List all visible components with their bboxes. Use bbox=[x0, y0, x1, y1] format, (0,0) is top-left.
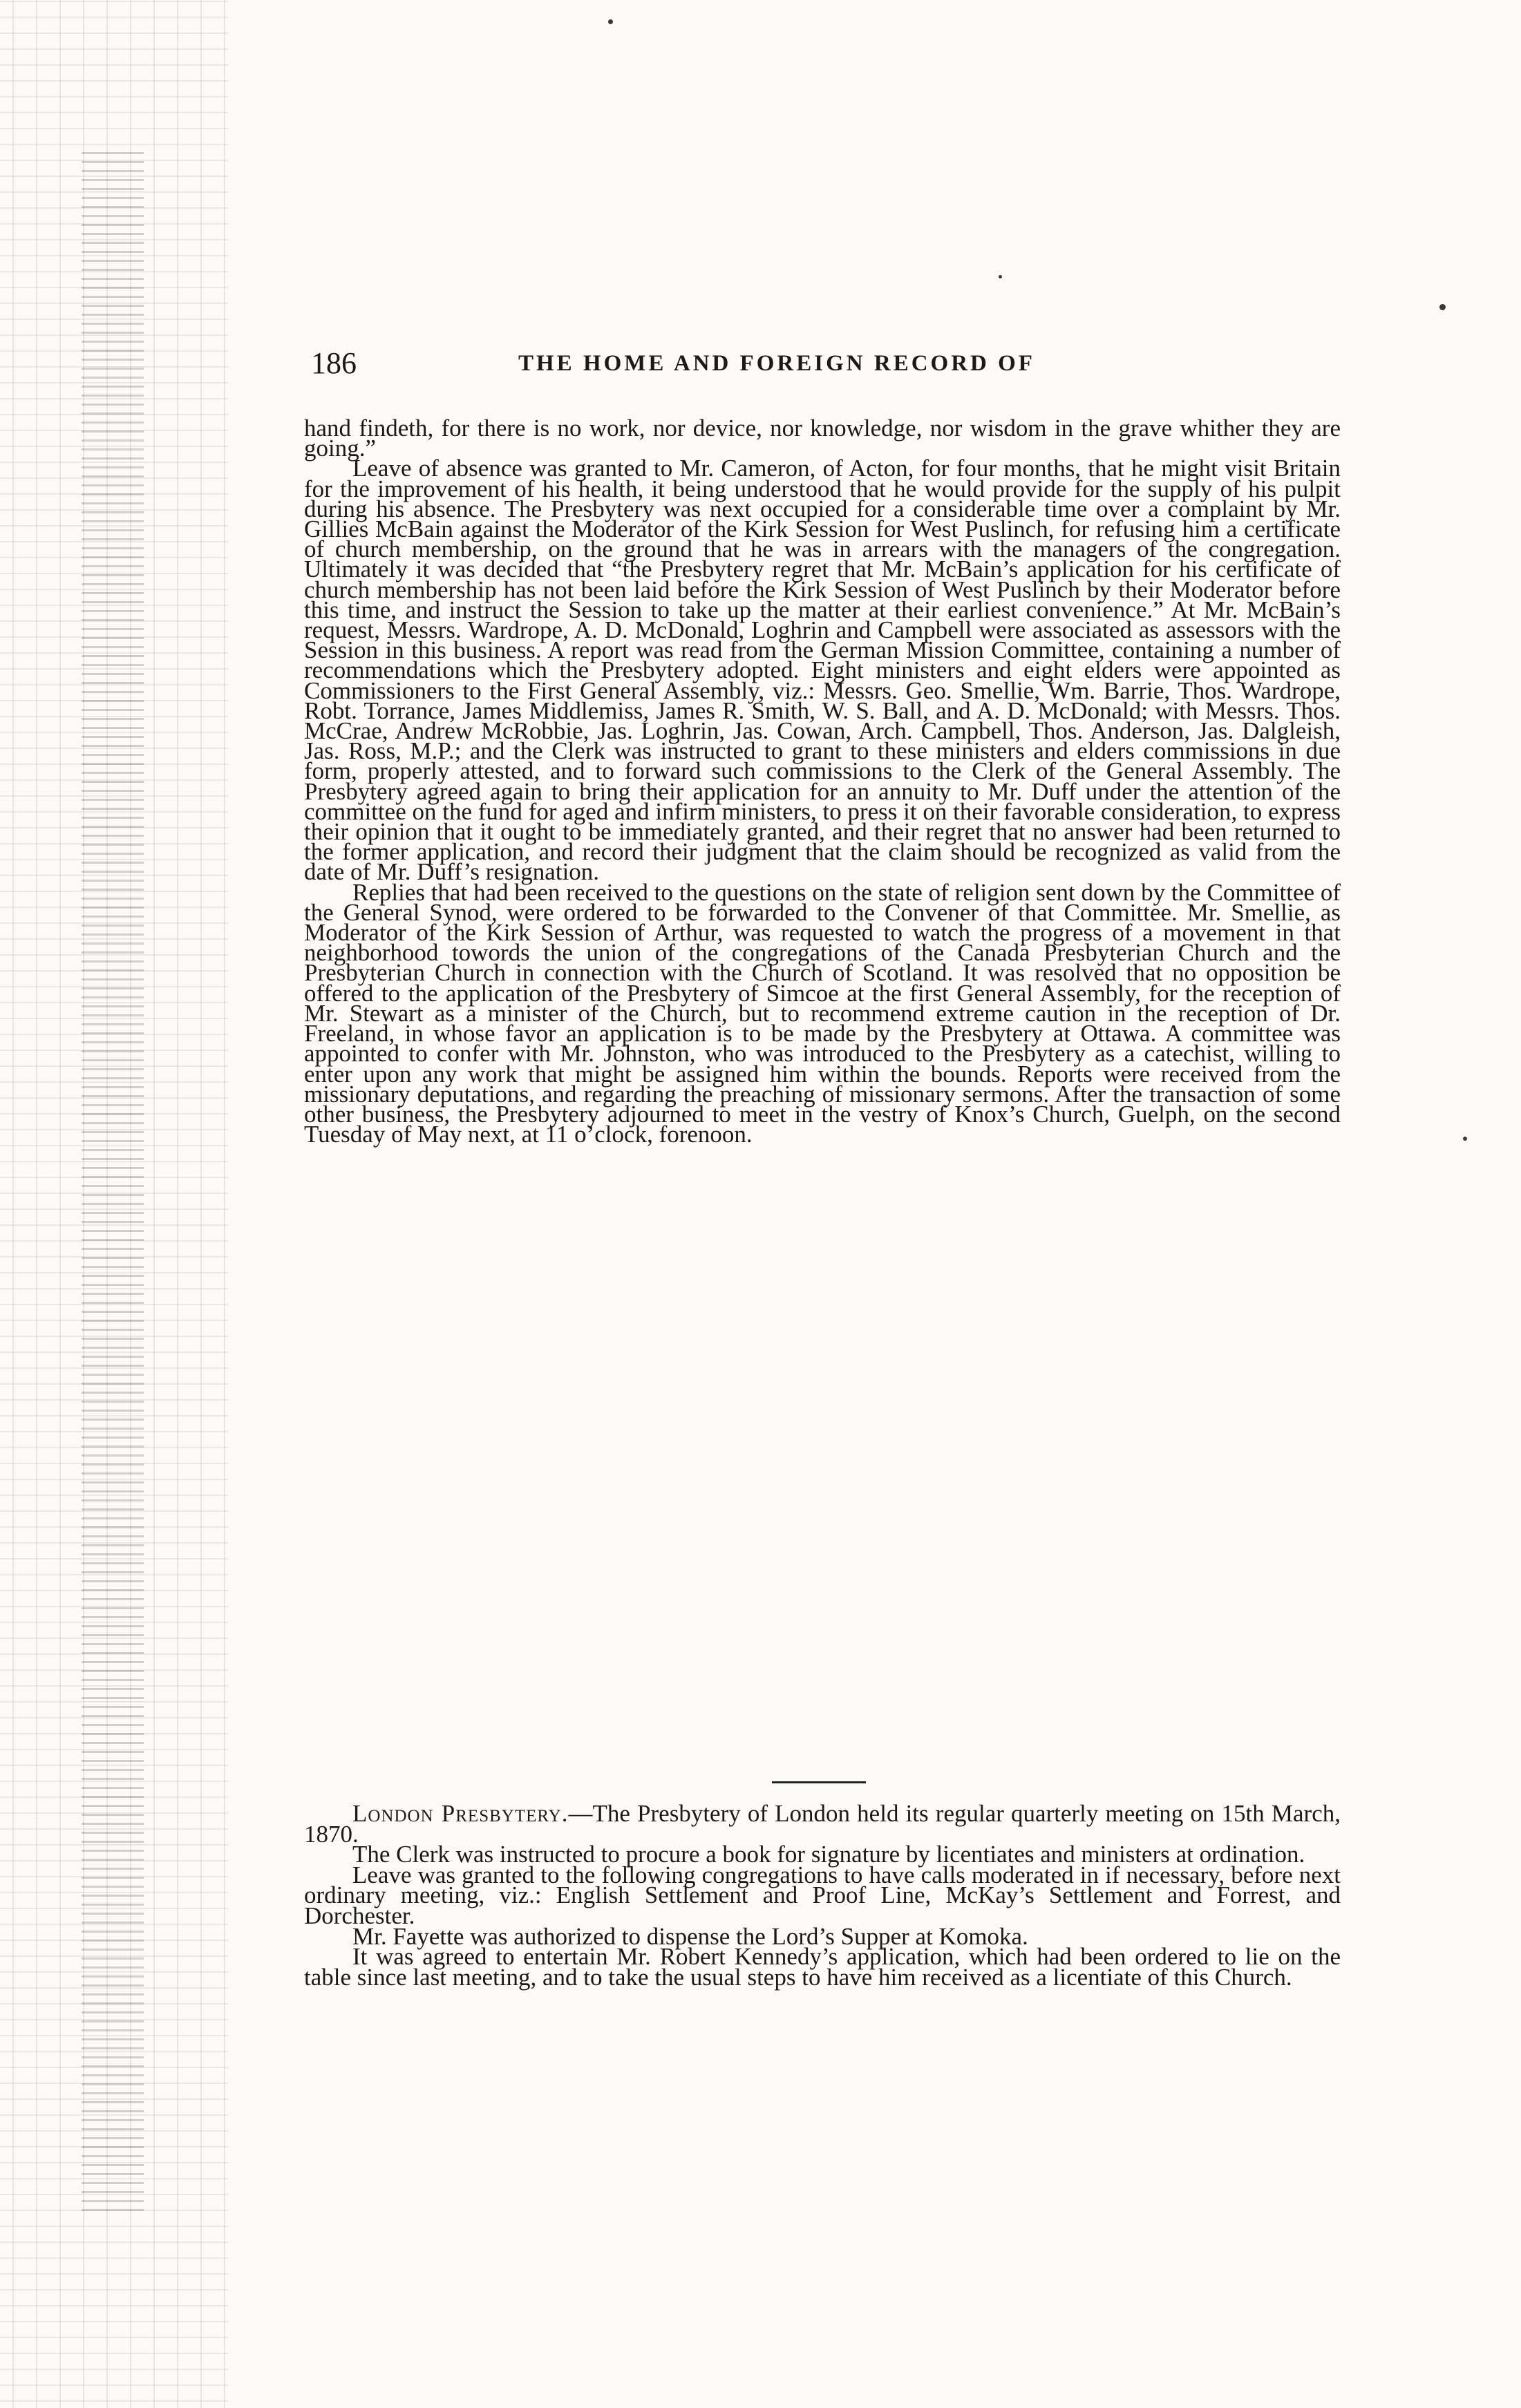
page-number: 186 bbox=[311, 346, 357, 380]
running-title: THE HOME AND FOREIGN RECORD OF bbox=[518, 351, 1035, 376]
scan-speck bbox=[1463, 1137, 1467, 1141]
london-paragraph: Leave was granted to the following congregations to have calls moderated in if necessary, before next ordinary meeting, viz.: English Settlement and Proof Line, McKay’s Settlement and Forrest, and Dorchester. bbox=[304, 1861, 1341, 1929]
section-divider bbox=[772, 1781, 866, 1783]
paragraph-leave-of-absence: Leave of absence was granted to Mr. Cameron, of Acton, for four months, that he might visit Britain for the improvement of his health, it being understood that he would provide for the supply of his pulpit during his absence. The Presbytery was next occupied for a considerable time over a complaint by Mr. Gillies McBain against the Moderator of the Kirk Session for West Puslinch, for refusing him a certificate of church membership, on the ground that he was in arrears with the managers of the congregation. Ultimately it was decided that “the Presbytery regret that Mr. McBain’s application for his certificate of church membership has not been laid before the Kirk Session of West Puslinch by their Moderator before this time, and instruct the Session to take up the matter at their earliest convenience.” At Mr. McBain’s request, Messrs. Wardrope, A. D. McDonald, Loghrin and Campbell were associated as assessors with the Session in this business. A report was read from the German Mission Committee, containing a number of recommendations which the Presbytery adopted. Eight ministers and eight elders were appointed as Commissioners to the First General Assembly, viz.: Messrs. Geo. Smellie, Wm. Barrie, Thos. Wardrope, Robt. Torrance, James Middlemiss, James R. Smith, W. S. Ball, and A. D. McDonald; with Messrs. Thos. McCrae, Andrew McRobbie, Jas. Loghrin, Jas. Cowan, Arch. Campbell, Thos. Anderson, Jas. Dalgleish, Jas. Ross, M.P.; and the Clerk was instructed to grant to these ministers and elders commissions in due form, properly attested, and to forward such commissions to the Clerk of the General Assembly. The Presbytery agreed again to bring their application for an annuity to Mr. Duff under the attention of the committee on the fund for aged and infirm ministers, to press it on their favorable consideration, to express their opinion that it ought to be immediately granted, and their regret that no answer had been returned to the former application, and record their judgment that the claim should be recognized as valid from the date of Mr. Duff’s resignation. bbox=[304, 455, 1341, 886]
scan-speck bbox=[608, 19, 613, 24]
london-intro-text: —The Presbytery of London held its regular quarterly meeting on 15th March, 1870. bbox=[304, 1800, 1341, 1848]
running-head bbox=[311, 345, 1348, 387]
london-paragraph: It was agreed to entertain Mr. Robert Kennedy’s application, which had been ordered to lie on the table since last meeting, and to take the usual steps to have him received as a licentiate of this Church. bbox=[304, 1943, 1341, 1991]
binding-stitching bbox=[82, 152, 144, 2211]
paragraph-replies: Replies that had been received to the questions on the state of religion sent down by the Committee of the General Synod, were ordered to be forwarded to the Convener of that Committee. Mr. Smellie, as Moderator of the Kirk Session of Arthur, was requested to watch the progress of a movement in that neighborhood towords the union of the congregations of the Canada Presbyterian Church and the Presbyterian Church in connection with the Church of Scotland. It was resolved that no opposition be offered to the application of the Presbytery of Simcoe at the first General Assembly, for the reception of Mr. Stewart as a minister of the Church, but to recommend extreme caution in the reception of Dr. Freeland, in whose favor an application is to be made by the Presbytery at Ottawa. A committee was appointed to confer with Mr. Johnston, who was introduced to the Presbytery as a catechist, willing to enter upon any work that might be assigned him within the bounds. Reports were received from the missionary deputations, and regarding the preaching of missionary sermons. After the transaction of some other business, the Presbytery adjourned to meet in the vestry of Knox’s Church, Guelph, on the second Tuesday of May next, at 11 o’clock, forenoon. bbox=[304, 878, 1341, 1148]
london-presbytery-section bbox=[304, 1800, 1341, 1991]
section-heading: London Presbytery. bbox=[352, 1800, 569, 1827]
scan-speck bbox=[1439, 304, 1446, 310]
london-paragraph: The Clerk was instructed to procure a book for signature by licentiates and ministers at ordination. bbox=[352, 1841, 1305, 1868]
scan-speck bbox=[999, 275, 1002, 278]
paragraph-continued: hand findeth, for there is no work, nor device, nor knowledge, nor wisdom in the grave whither they are going.” bbox=[304, 415, 1341, 462]
london-paragraph: Mr. Fayette was authorized to dispense the Lord’s Supper at Komoka. bbox=[352, 1922, 1028, 1950]
body-text bbox=[304, 415, 1341, 1148]
london-intro-paragraph bbox=[304, 1800, 1341, 1848]
